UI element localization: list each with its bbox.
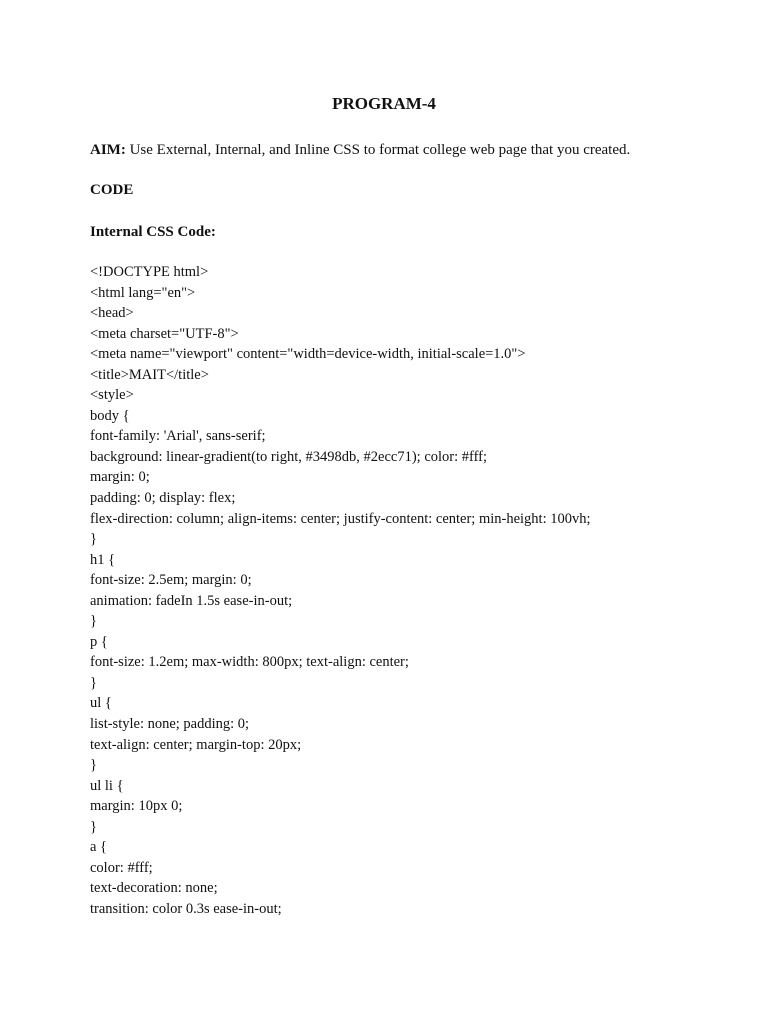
code-line: padding: 0; display: flex; xyxy=(90,490,236,507)
code-line: <meta name="viewport" content="width=device-width, initial-scale=1.0"> xyxy=(90,346,526,363)
code-line: ul li { xyxy=(90,777,124,794)
code-line: text-align: center; margin-top: 20px; xyxy=(90,736,302,753)
code-line: color: #fff; xyxy=(90,859,153,876)
code-line: margin: 0; xyxy=(90,469,150,486)
internal-css-heading: Internal CSS Code: xyxy=(90,224,216,240)
code-line: <!DOCTYPE html> xyxy=(90,264,209,280)
code-line: font-size: 2.5em; margin: 0; xyxy=(90,572,252,589)
code-line: } xyxy=(90,613,97,630)
code-line: <meta charset="UTF-8"> xyxy=(90,325,239,342)
aim-statement xyxy=(90,140,730,160)
aim-text: Use External, Internal, and Inline CSS to format college web page that you created. xyxy=(125,142,631,158)
code-line: font-family: 'Arial', sans-serif; xyxy=(90,428,266,445)
page-title: PROGRAM-4 xyxy=(332,94,436,113)
code-line: } xyxy=(90,818,97,835)
code-line: } xyxy=(90,531,97,548)
code-line: h1 { xyxy=(90,551,116,568)
code-line: transition: color 0.3s ease-in-out; xyxy=(90,900,282,917)
code-line: ul { xyxy=(90,695,112,712)
code-line: background: linear-gradient(to right, #3498db, #2ecc71); color: #fff; xyxy=(90,448,488,465)
code-line: margin: 10px 0; xyxy=(90,798,183,815)
code-line: list-style: none; padding: 0; xyxy=(90,716,250,733)
code-line: animation: fadeIn 1.5s ease-in-out; xyxy=(90,592,293,609)
code-line: <head> xyxy=(90,305,134,322)
code-line: a { xyxy=(90,839,108,856)
code-line: } xyxy=(90,757,97,774)
code-line: p { xyxy=(90,633,108,650)
code-listing xyxy=(90,262,740,920)
aim-label: AIM: xyxy=(90,142,126,158)
code-line: font-size: 1.2em; max-width: 800px; text-align: center; xyxy=(90,654,409,671)
code-line: <style> xyxy=(90,387,134,404)
code-line: body { xyxy=(90,407,130,424)
code-line: <html lang="en"> xyxy=(90,284,196,301)
code-line: <title>MAIT</title> xyxy=(90,366,209,383)
code-line: flex-direction: column; align-items: center; justify-content: center; min-height: 100vh; xyxy=(90,510,591,527)
code-heading: CODE xyxy=(90,182,134,198)
code-line: } xyxy=(90,674,97,691)
code-line: text-decoration: none; xyxy=(90,880,218,897)
